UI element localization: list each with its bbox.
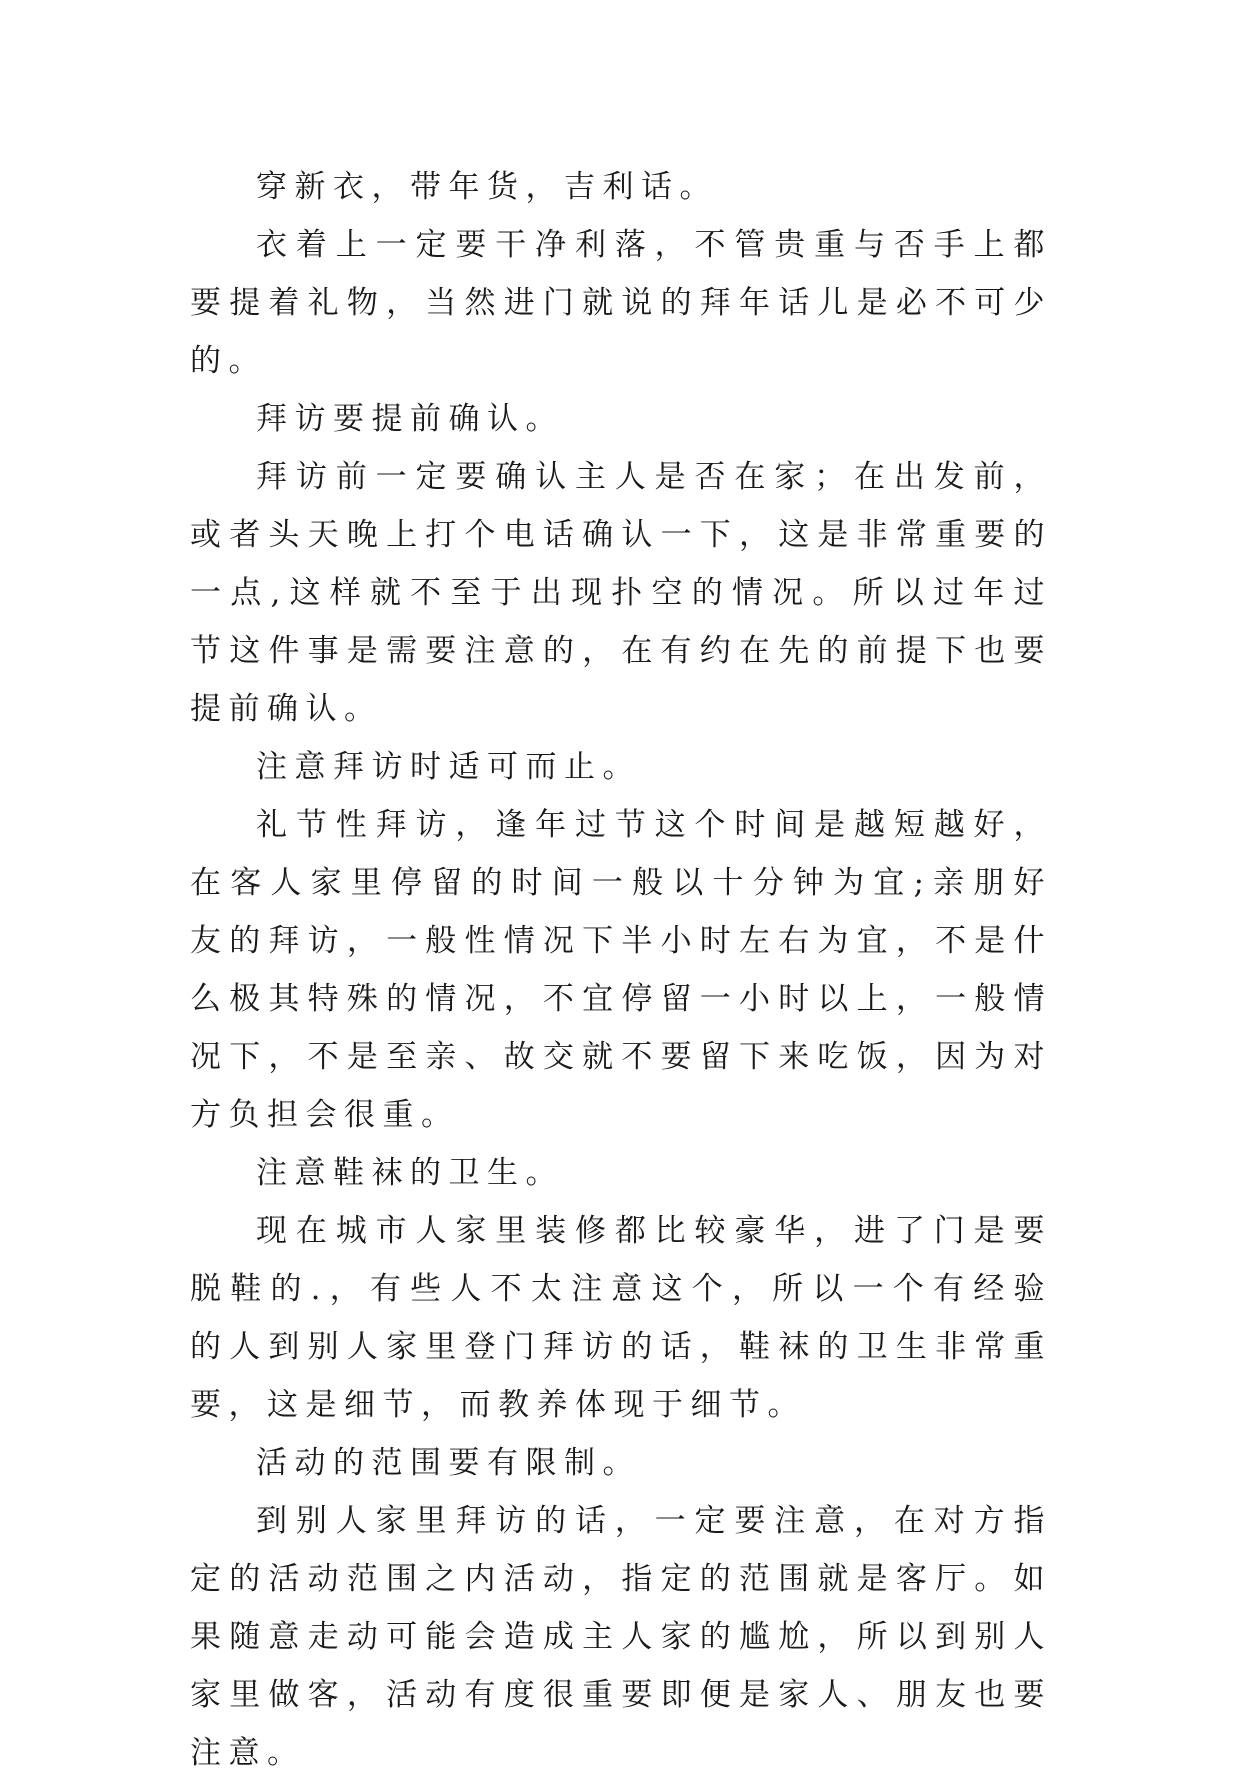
paragraph-heading-attire: 穿新衣，带年货，吉利话。 <box>256 169 718 205</box>
paragraph-heading-confirm-visit: 拜访要提前确认。 <box>256 401 564 437</box>
document-body <box>190 158 1052 1782</box>
paragraph-heading-activity-range: 活动的范围要有限制。 <box>256 1445 641 1481</box>
paragraph-shoe-hygiene: 现在城市人家里装修都比较豪华，进了门是要脱鞋的.，有些人不太注意这个，所以一个有经验的人到别人家里登门拜访的话，鞋袜的卫生非常重要，这是细节，而教养体现于细节。 <box>190 1213 1052 1423</box>
paragraph-heading-shoe-hygiene: 注意鞋袜的卫生。 <box>256 1155 564 1191</box>
paragraph-confirm-visit: 拜访前一定要确认主人是否在家；在出发前，或者头天晚上打个电话确认一下，这是非常重要的一点,这样就不至于出现扑空的情况。所以过年过节这件事是需要注意的，在有约在先的前提下也要提前确认。 <box>190 459 1052 727</box>
paragraph-activity-range: 到别人家里拜访的话，一定要注意，在对方指定的活动范围之内活动，指定的范围就是客厅。如果随意走动可能会造成主人家的尴尬，所以到别人家里做客，活动有度很重要即便是家人、朋友也要注意。 <box>190 1503 1052 1771</box>
paragraph-attire: 衣着上一定要干净利落，不管贵重与否手上都要提着礼物，当然进门就说的拜年话儿是必不可少的。 <box>190 227 1052 379</box>
paragraph-visit-duration: 礼节性拜访，逢年过节这个时间是越短越好，在客人家里停留的时间一般以十分钟为宜;亲朋好友的拜访，一般性情况下半小时左右为宜，不是什么极其特殊的情况，不宜停留一小时以上，一般情况下，不是至亲、故交就不要留下来吃饭，因为对方负担会很重。 <box>190 807 1052 1133</box>
paragraph-heading-visit-duration: 注意拜访时适可而止。 <box>256 749 641 785</box>
